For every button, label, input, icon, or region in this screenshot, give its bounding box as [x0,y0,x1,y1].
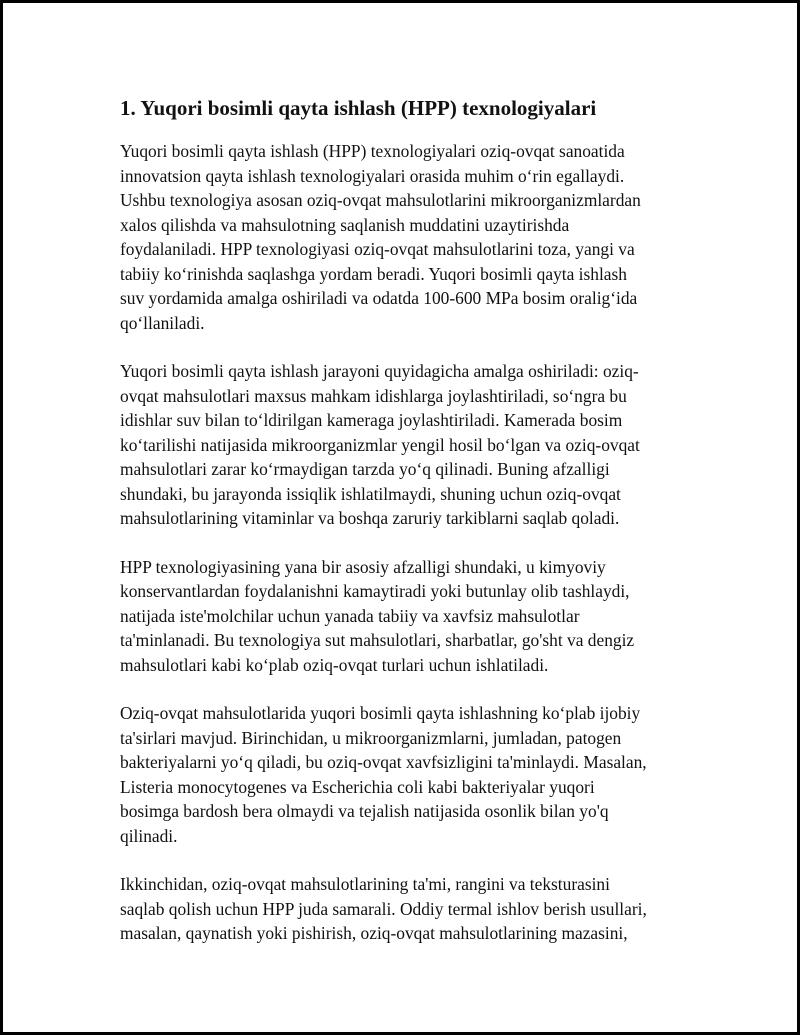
text-line: masalan, qaynatish yoki pishirish, oziq-ovqat mahsulotlarining mazasini, [120,923,628,943]
text-line: Yuqori bosimli qayta ishlash jarayoni quyidagicha amalga oshiriladi: oziq- [120,361,639,381]
text-line: bakteriyalarni yo‘q qiladi, bu oziq-ovqat xavfsizligini ta'minlaydi. Masalan, [120,752,647,772]
text-line: ovqat mahsulotlari maxsus mahkam idishlarga joylashtiriladi, so‘ngra bu [120,385,627,406]
text-line: qilinadi. [120,825,178,846]
text-line: idishlar suv bilan to‘ldirilgan kameraga joylashtiriladi. Kamerada bosim [120,410,623,430]
text-line: qo‘llaniladi. [120,312,205,333]
text-line: saqlab qolish uchun HPP juda samarali. Oddiy termal ishlov berish usullari, [120,898,647,919]
text-line: suv yordamida amalga oshiriladi va odatda 100-600 MPa bosim oralig‘ida [120,288,638,308]
paragraph-1 [120,139,680,335]
paragraph-2 [120,359,680,531]
text-line: HPP texnologiyasining yana bir asosiy afzalligi shundaki, u kimyoviy [120,556,606,577]
text-line: bosimga bardosh bera olmaydi va tejalish natijasida osonlik bilan yo'q [120,801,609,821]
text-line: ta'sirlari mavjud. Birinchidan, u mikroorganizmlarni, jumladan, patogen [120,727,622,748]
document-body [120,93,680,970]
text-line: tabiiy ko‘rinishda saqlashga yordam beradi. Yuqori bosimli qayta ishlash [120,263,627,284]
text-line: mahsulotlarining vitaminlar va boshqa zaruriy tarkiblarni saqlab qoladi. [120,508,620,528]
section-heading: 1. Yuqori bosimli qayta ishlash (HPP) texnologiyalari [120,96,597,120]
text-line: mahsulotlari kabi ko‘plab oziq-ovqat turlari uchun ishlatiladi. [120,654,549,675]
text-line: foydalaniladi. HPP texnologiyasi oziq-ovqat mahsulotlarini toza, yangi va [120,239,635,259]
text-line: mahsulotlari zarar ko‘rmaydigan tarzda yo‘q qilinadi. Buning afzalligi [120,459,610,479]
text-line: konservantlardan foydalanishni kamaytiradi yoki butunlay olib tashlaydi, [120,581,630,601]
paragraph-3 [120,555,680,678]
text-line: xalos qilishda va mahsulotning saqlanish muddatini uzaytirishda [120,214,570,235]
text-line: Oziq-ovqat mahsulotlarida yuqori bosimli qayta ishlashning ko‘plab ijobiy [120,703,641,723]
text-line: shundaki, bu jarayonda issiqlik ishlatilmaydi, shuning uchun oziq-ovqat [120,483,621,504]
text-line: Ikkinchidan, oziq-ovqat mahsulotlarining ta'mi, rangini va teksturasini [120,874,610,894]
text-line: ko‘tarilishi natijasida mikroorganizmlar yengil hosil bo‘lgan va oziq-ovqat [120,434,640,455]
paragraph-5 [120,872,680,946]
text-line: Yuqori bosimli qayta ishlash (HPP) texnologiyalari oziq-ovqat sanoatida [120,141,625,161]
text-line: innovatsion qayta ishlash texnologiyalari orasida muhim o‘rin egallaydi. [120,165,625,186]
text-line: ta'minlanadi. Bu texnologiya sut mahsulotlari, sharbatlar, go'sht va dengiz [120,630,635,650]
text-line: natijada iste'molchilar uchun yanada tabiiy va xavfsiz mahsulotlar [120,605,580,626]
paragraph-4 [120,701,680,848]
text-line: Listeria monocytogenes va Escherichia coli kabi bakteriyalar yuqori [120,776,595,797]
text-line: Ushbu texnologiya asosan oziq-ovqat mahsulotlarini mikroorganizmlardan [120,190,641,210]
